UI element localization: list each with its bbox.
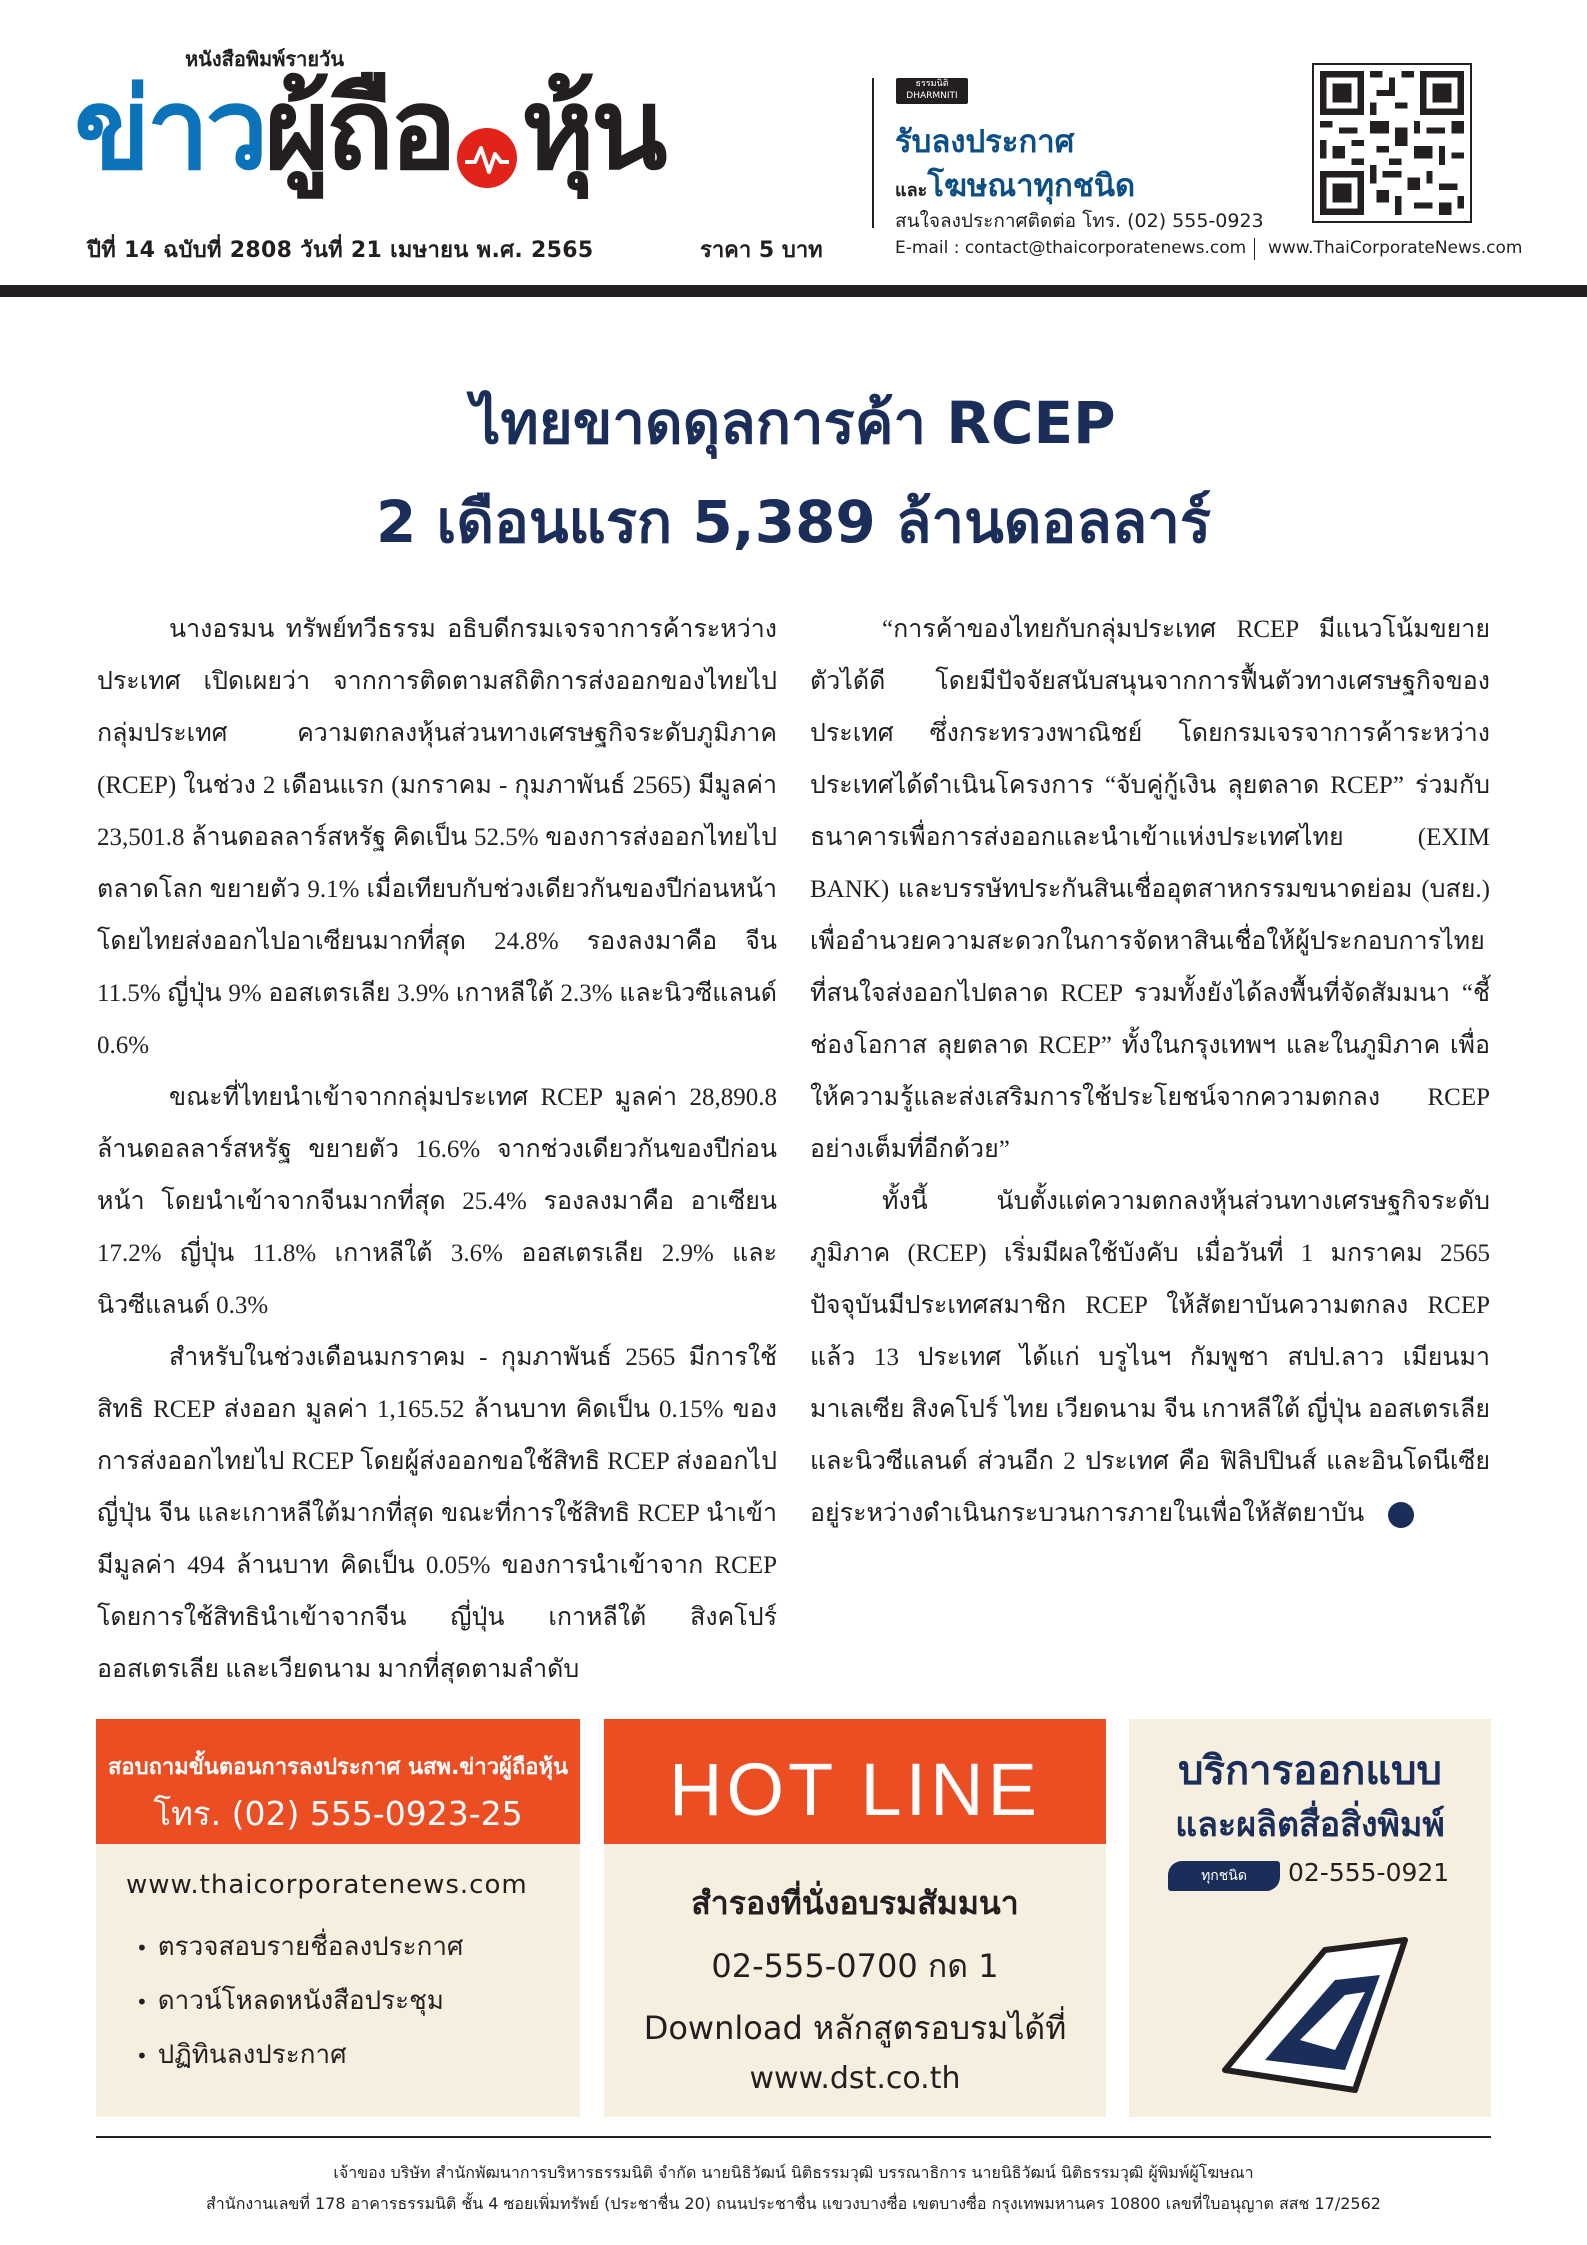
pulse-icon (457, 128, 517, 188)
issue-price: ราคา 5 บาท (700, 238, 823, 263)
article-paragraph: ขณะที่ไทยนำเข้าจากกลุ่มประเทศ RCEP มูลค่า 28,890.8 ล้านดอลลาร์สหรัฐ ขยายตัว 16.6% จากช่วงเดียวกันของปีก่อนหน้า โดยนำเข้าจากจีนมากที่สุด 25.4% รองลงมาคือ อาเซียน 17.2% ญี่ปุ่น 11.8% เกาหลีใต้ 3.6% ออสเตรเลีย 2.9% และนิวซีแลนด์ 0.3% (97, 1084, 777, 1319)
announce-box-header (96, 1719, 580, 1844)
article-paragraph: นางอรมน ทรัพย์ทวีธรรม อธิบดีกรมเจรจาการค้าระหว่างประเทศ เปิดเผยว่า จากการติดตามสถิติการส่งออกของไทยไปกลุ่มประเทศ ความตกลงหุ้นส่วนทางเศรษฐกิจระดับภูมิภาค (RCEP) ในช่วง 2 เดือนแรก (มกราคม - กุมภาพันธ์ 2565) มีมูลค่า 23,501.8 ล้านดอลลาร์สหรัฐ คิดเป็น 52.5% ของการส่งออกไทยไปตลาดโลก ขยายตัว 9.1% เมื่อเทียบกับช่วงเดียวกันของปีก่อนหน้า โดยไทยส่งออกไปอาเซียนมากที่สุด 24.8% รองลงมาคือ จีน 11.5% ญี่ปุ่น 9% ออสเตรเลีย 3.9% เกาหลีใต้ 2.3% และนิวซีแลนด์ 0.6% (97, 616, 777, 1059)
article-paragraph: “การค้าของไทยกับกลุ่มประเทศ RCEP มีแนวโน้มขยายตัวได้ดี โดยมีปัจจัยสนับสนุนจากการฟื้นตัวทางเศรษฐกิจของประเทศ ซึ่งกระทรวงพาณิชย์ โดยกรมเจรจาการค้าระหว่างประเทศได้ดำเนินโครงการ “จับคู่กู้เงิน ลุยตลาด RCEP” ร่วมกับธนาคารเพื่อการส่งออกและนำเข้าแห่งประเทศไทย (EXIM BANK) และบรรษัทประกันสินเชื่ออุตสาหกรรมขนาดย่อม (บสย.) เพื่ออำนวยความสะดวกในการจัดหาสินเชื่อให้ผู้ประกอบการไทยที่สนใจส่งออกไปตลาด RCEP รวมทั้งยังได้ลงพื้นที่จัดสัมมนา “ชี้ช่องโอกาส ลุยตลาด RCEP” ทั้งในกรุงเทพฯ และในภูมิภาค เพื่อให้ความรู้และส่งเสริมการใช้ประโยชน์จากความตกลง RCEP อย่างเต็มที่อีกด้วย” (810, 616, 1490, 1163)
end-mark-icon (1388, 1502, 1414, 1528)
footer-owner: เจ้าของ บริษัท สำนักพัฒนาการบริหารธรรมนิติ จำกัด นายนิธิวัฒน์ นิติธรรมวุฒิ บรรณาธิการ นายนิธิวัฒน์ นิติธรรมวุฒิ ผู้พิมพ์ผู้โฆษณา (333, 2163, 1254, 2182)
ad-contact: สนใจลงประกาศติดต่อ โทร. (02) 555-0923 (895, 210, 1264, 232)
hotline-line-1: สำรองที่นั่งอบรมสัมมนา (691, 1884, 1019, 1922)
design-badge: ทุกชนิด (1168, 1861, 1280, 1891)
hotline-title: HOT LINE (669, 1748, 1041, 1831)
ad-line-1: รับลงประกาศ (895, 124, 1075, 160)
hotline-box-header (604, 1719, 1106, 1844)
ad-website[interactable]: www.ThaiCorporateNews.com (1268, 238, 1523, 258)
article-paragraph: สำหรับในช่วงเดือนมกราคม - กุมภาพันธ์ 2565 มีการใช้สิทธิ RCEP ส่งออก มูลค่า 1,165.52 ล้านบาท คิดเป็น 0.15% ของการส่งออกไทยไป RCEP โดยผู้ส่งออกขอใช้สิทธิ RCEP ส่งออกไปญี่ปุ่น จีน และเกาหลีใต้มากที่สุด ขณะที่การใช้สิทธิ RCEP นำเข้ามีมูลค่า 494 ล้านบาท คิดเป็น 0.05% ของการนำเข้าจาก RCEP โดยการใช้สิทธินำเข้าจากจีน ญี่ปุ่น เกาหลีใต้ สิงคโปร์ ออสเตรเลีย และเวียดนาม มากที่สุดตามลำดับ (97, 1344, 777, 1683)
article-paragraph-text: ทั้งนี้ นับตั้งแต่ความตกลงหุ้นส่วนทางเศรษฐกิจระดับภูมิภาค (RCEP) เริ่มมีผลใช้บังคับ เมื่อวันที่ 1 มกราคม 2565 ปัจจุบันมีประเทศสมาชิก RCEP ให้สัตยาบันความตกลง RCEP แล้ว 13 ประเทศ ได้แก่ บรูไนฯ กัมพูชา สปป.ลาว เมียนมา มาเลเซีย สิงคโปร์ ไทย เวียดนาม จีน เกาหลีใต้ ญี่ปุ่น ออสเตรเลีย และนิวซีแลนด์ ส่วนอีก 2 ประเทศ คือ ฟิลิปปินส์ และอินโดนีเซีย อยู่ระหว่างดำเนินกระบวนการภายในเพื่อให้สัตยาบัน (810, 1188, 1490, 1527)
footer-address: สำนักงานเลขที่ 178 อาคารธรรมนิติ ชั้น 4 ซอยเพิ่มทรัพย์ (ประชาชื่น 20) ถนนประชาชื่น แขวงบางซื่อ เขตบางซื่อ กรุงเทพมหานคร 10800 เลขที่ใบอนุญาต สสช 17/2562 (206, 2194, 1381, 2213)
hotline-phone[interactable]: 02-555-0700 กด 1 (711, 1947, 999, 1985)
footer-rule (96, 2136, 1491, 2138)
qr-code-icon[interactable] (1312, 63, 1472, 223)
masthead-rule (0, 285, 1587, 297)
article-column-right (810, 604, 1490, 1540)
ad-email[interactable]: E-mail : contact@thaicorporatenews.com (895, 238, 1247, 258)
headline-line-2: 2 เดือนแรก 5,389 ล้านดอลลาร์ (375, 488, 1212, 556)
logo-word-2: ผู้ถือ (264, 65, 454, 195)
design-line-2: และผลิตสื่อสิ่งพิมพ์ (1175, 1805, 1445, 1845)
logo-word-3: หุ้น (521, 65, 664, 195)
announce-list-item: • ตรวจสอบรายชื่อลงประกาศ (136, 1932, 464, 1962)
ad-separator (1254, 238, 1255, 260)
ad-line-2-prefix: และ (895, 180, 928, 201)
masthead-tagline: หนังสือพิมพ์รายวัน (185, 47, 344, 71)
bullet-icon: • (136, 2044, 148, 2068)
design-phone[interactable]: 02-555-0921 (1288, 1858, 1450, 1887)
issue-info: ปีที่ 14 ฉบับที่ 2808 วันที่ 21 เมษายน พ.ศ. 2565 (87, 238, 594, 263)
announce-list-item: • ปฏิทินลงประกาศ (136, 2040, 347, 2070)
logo-word-1: ข่าว (74, 65, 265, 195)
bullet-icon: • (136, 1936, 148, 1960)
announce-box-url[interactable]: www.thaicorporatenews.com (126, 1870, 528, 1900)
masthead-divider (872, 78, 874, 228)
ad-line-2-text: โฆษณาทุกชนิด (927, 168, 1136, 204)
headline-line-1: ไทยขาดดุลการค้า RCEP (471, 389, 1116, 457)
hotline-line-3: Download หลักสูตรอบรมได้ที่ (643, 2009, 1067, 2047)
announce-box-phone: โทร. (02) 555-0923-25 (153, 1794, 523, 1833)
newspaper-logo (74, 40, 854, 220)
article-paragraph-last (810, 1176, 1490, 1540)
design-line-1: บริการออกแบบ (1178, 1748, 1442, 1794)
announce-list-item: • ดาวน์โหลดหนังสือประชุม (136, 1986, 444, 2016)
bullet-icon: • (136, 1990, 148, 2014)
announce-box-title: สอบถามขั้นตอนการลงประกาศ นสพ.ข่าวผู้ถือหุ้น (107, 1755, 569, 1780)
dharmniti-logo: ธรรมนิติ DHARMNITI (896, 78, 968, 104)
dharmniti-emblem-icon (1205, 1920, 1435, 2110)
ad-line-2 (895, 160, 1135, 210)
hotline-url[interactable]: www.dst.co.th (749, 2061, 961, 2096)
article-column-left (97, 604, 777, 1696)
